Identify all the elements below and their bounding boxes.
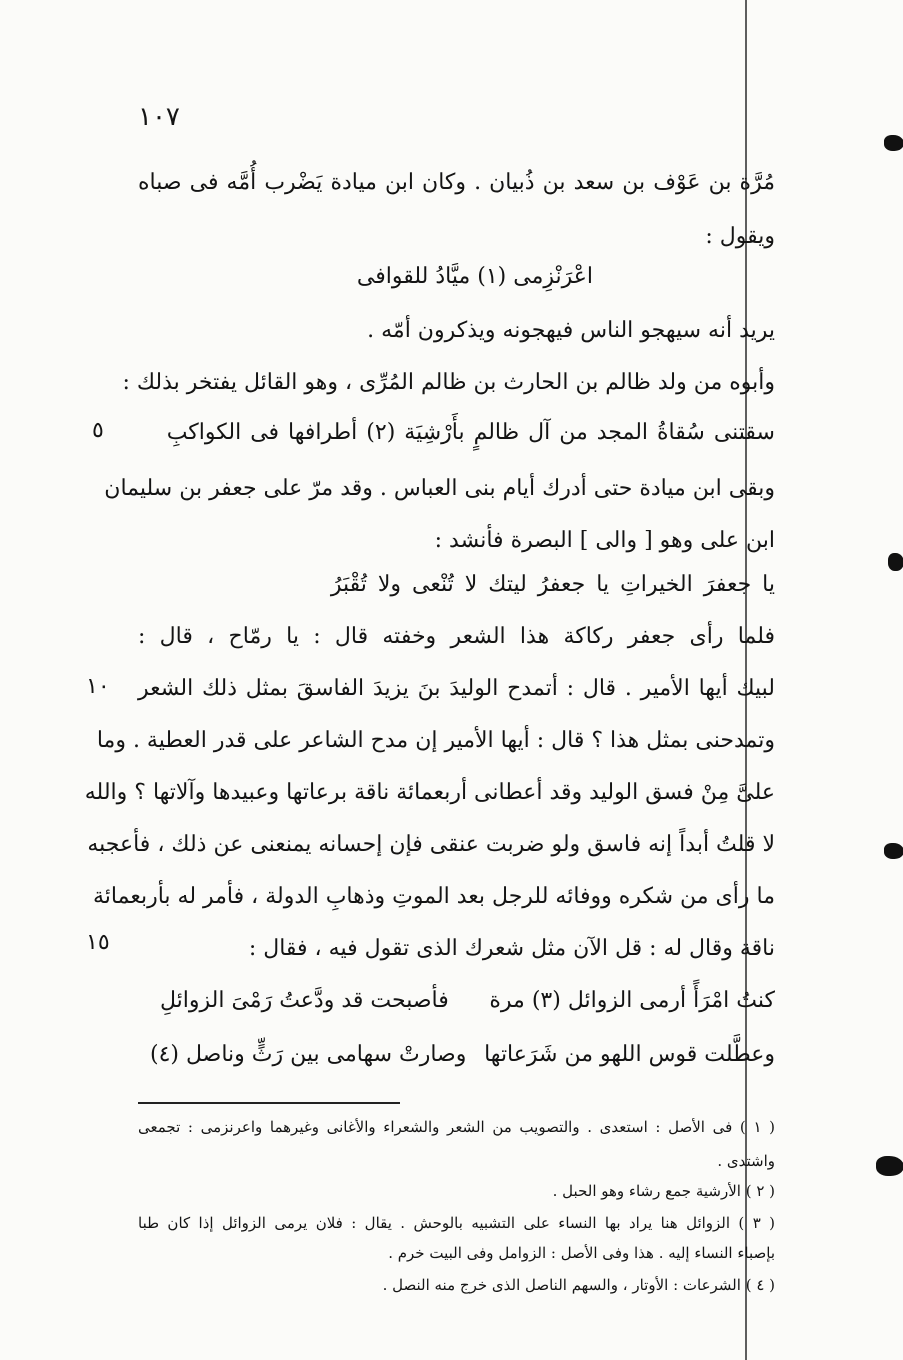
ink-blot xyxy=(876,1156,903,1176)
footnote-separator xyxy=(138,1102,400,1104)
verse-line: يا جعفرَ الخيراتِ يا جعفرُ ليتك لا تُنْعى ولا تُقْبَرُ xyxy=(330,572,775,597)
verse-hemistich-left: فأصبحت قد ودَّعتُ رَمْىَ الزوائلِ xyxy=(160,988,449,1013)
footnote-line: ( ٤ ) الشرعات : الأوتار ، والسهم الناصل الذى خرج منه النصل . xyxy=(382,1276,775,1294)
line-number-marker: ٥ xyxy=(92,418,104,443)
body-line: علىَّ مِنْ فسق الوليد وقد أعطانى أربعمائة ناقة برعاتها وعبيدها وآلاتها ؟ والله xyxy=(84,780,775,805)
ink-blot xyxy=(884,843,903,859)
verse-line: سقتنى سُقاةُ المجد من آل ظالمٍ بأَرْشِيَة (٢) أطرافها فى الكواكبِ xyxy=(166,420,775,445)
line-number-marker: ١٠ xyxy=(86,674,110,699)
body-line: ناقة وقال له : قل الآن مثل شعرك الذى تقول فيه ، فقال : xyxy=(248,936,775,961)
line-number-marker: ١٥ xyxy=(86,930,110,955)
body-line: لا قلتُ أبداً إنه فاسق ولو ضربت عنقى فإن إحسانه يمنعنى عن ذلك ، فأعجبه xyxy=(87,832,775,857)
body-line: وبقى ابن ميادة حتى أدرك أيام بنى العباس . وقد مرّ على جعفر بن سليمان xyxy=(104,476,775,501)
ink-blot xyxy=(888,553,903,571)
body-line: مُرَّة بن عَوْف بن سعد بن ذُبيان . وكان ابن ميادة يَضْرب أُمَّه فى صباه xyxy=(138,170,775,195)
footnote-line: واشتدى . xyxy=(717,1152,775,1170)
footnote-line: بإصباء النساء إليه . هذا وفى الأصل : الزوامل وفى البيت خرم . xyxy=(388,1244,775,1262)
footnote-line: ( ١ ) فى الأصل : استعدى . والتصويب من الشعر والشعراء والأغانى وغيرهما واعرنزمى : تجمعى xyxy=(138,1118,776,1136)
verse-hemistich-left: وصارتْ سهامى بين رَثٍّ وناصل (٤) xyxy=(150,1042,467,1067)
verse-hemistich-right: كنتُ امْرَأً أرمى الزوائل (٣) مرة xyxy=(489,988,775,1013)
body-line: فلما رأى جعفر ركاكة هذا الشعر وخفته قال : يا رمّاح ، قال : xyxy=(138,624,775,649)
ink-blot xyxy=(884,135,903,151)
body-line: وأبوه من ولد ظالم بن الحارث بن ظالم المُرِّى ، وهو القائل يفتخر بذلك : xyxy=(122,370,775,395)
body-line: لبيك أيها الأمير . قال : أتمدح الوليدَ بنَ يزيدَ الفاسقَ بمثل ذلك الشعر xyxy=(138,676,775,701)
footnote-line: ( ٢ ) الأرشية جمع رشاء وهو الحبل . xyxy=(552,1182,775,1200)
page-number: ١٠٧ xyxy=(138,102,180,132)
body-line: ويقول : xyxy=(705,224,775,249)
body-line: يريد أنه سيهجو الناس فيهجونه ويذكرون أمّه . xyxy=(367,318,775,343)
body-line: وتمدحنى بمثل هذا ؟ قال : أيها الأمير إن مدح الشاعر على قدر العطية . وما xyxy=(96,728,775,753)
verse-line-centered: اعْرَنْزِمى (١) ميَّادُ للقوافى xyxy=(356,264,593,289)
verse-hemistich-right: وعطَّلت قوس اللهو من شَرَعاتها xyxy=(484,1042,775,1067)
body-line: ابن على وهو [ والى ] البصرة فأنشد : xyxy=(434,528,775,553)
footnote-line: ( ٣ ) الزوائل هنا يراد بها النساء على التشبيه بالوحش . يقال : فلان يرمى الزوائل إذا كان طبا xyxy=(138,1214,775,1232)
body-line: ما رأى من شكره ووفائه للرجل بعد الموتِ وذهابِ الدولة ، فأمر له بأربعمائة xyxy=(93,884,775,909)
